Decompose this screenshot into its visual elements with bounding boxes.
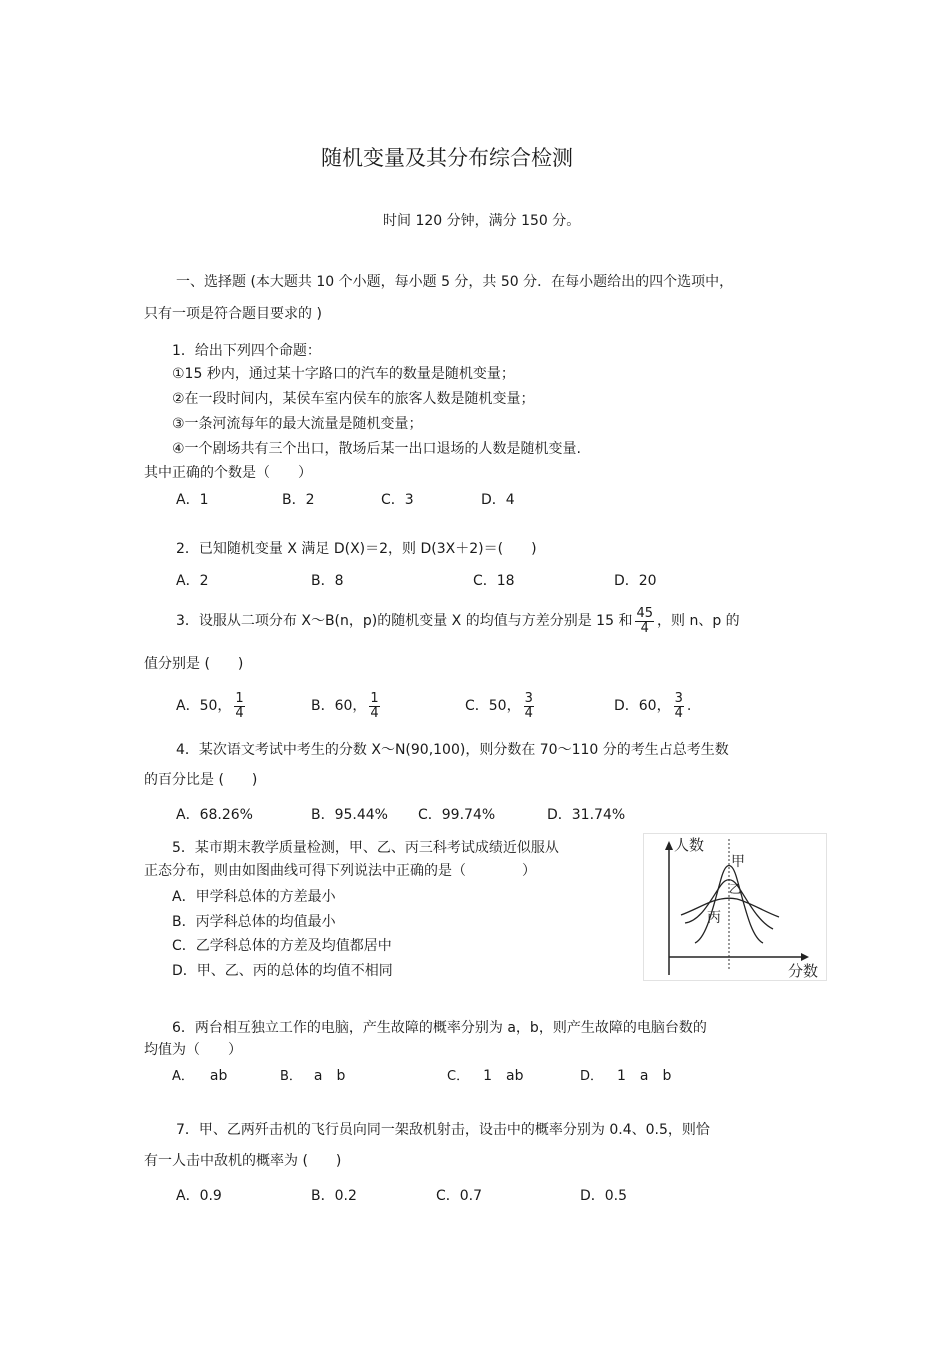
- q7-option-d: D．0.5: [580, 1188, 628, 1204]
- option-mark: D．: [580, 1069, 604, 1084]
- q5-stem-cont: 正态分布，则由如图曲线可得下列说法中正确的是（ ）: [144, 863, 536, 879]
- option-mark: C．: [447, 1069, 470, 1084]
- fraction-denominator: 4: [370, 705, 379, 721]
- q1-option-b: B．2: [282, 492, 315, 508]
- option-fraction: [524, 692, 534, 720]
- fraction-numerator: 45: [636, 605, 653, 621]
- fraction-numerator: 1: [235, 690, 244, 706]
- option-label: B．60，: [311, 698, 367, 714]
- curve-label-yi: 乙: [729, 882, 742, 896]
- option-fraction: [234, 692, 244, 720]
- option-fraction: [369, 692, 379, 720]
- q7-option-c: C．0.7: [436, 1188, 483, 1204]
- q7-stem-cont: 有一人击中敌机的概率为 ( ): [144, 1153, 342, 1169]
- curve-label-jia: 甲: [731, 854, 745, 870]
- q7-stem: 7．甲、乙两歼击机的飞行员向同一架敌机射击，设击中的概率分别为 0.4、0.5，则恰: [176, 1122, 710, 1138]
- fraction-numerator: 3: [674, 690, 683, 706]
- q1-option-d: D．4: [481, 492, 515, 508]
- option-label: C．50，: [465, 698, 521, 714]
- q6-stem: 6．两台相互独立工作的电脑，产生故障的概率分别为 a，b，则产生故障的电脑台数的: [172, 1020, 707, 1036]
- q5-option-c: C．乙学科总体的方差及均值都居中: [172, 938, 392, 954]
- q2-option-d: D．20: [614, 573, 657, 589]
- q1-option-c: C．3: [381, 492, 414, 508]
- q6-option-c: [447, 1065, 523, 1085]
- q4-stem-cont: 的百分比是 ( ): [144, 772, 258, 788]
- q1-item: ③一条河流每年的最大流量是随机变量；: [172, 416, 423, 432]
- option-text: a b: [313, 1068, 346, 1084]
- q3-stem-cont: 值分别是 ( ): [144, 656, 244, 672]
- q1-item: ②在一段时间内，某侯车室内侯车的旅客人数是随机变量；: [172, 391, 535, 407]
- option-tail: .: [686, 698, 692, 714]
- q5-option-a: A．甲学科总体的方差最小: [172, 889, 336, 905]
- exam-info: 时间 120 分钟，满分 150 分。: [383, 213, 581, 229]
- option-text: 1 ab: [483, 1068, 524, 1084]
- section-heading-cont: 只有一项是符合题目要求的 ): [144, 306, 322, 322]
- option-text: ab: [209, 1068, 228, 1084]
- q1-option-a: A．1: [176, 492, 209, 508]
- normal-curves-figure: [643, 833, 827, 981]
- x-axis-label: 分数: [788, 962, 819, 980]
- q4-option-c: C．99.74%: [418, 807, 496, 823]
- q5-stem: 5．某市期末教学质量检测，甲、乙、丙三科考试成绩近似服从: [172, 840, 559, 856]
- fraction-denominator: 4: [235, 705, 244, 721]
- section-heading: 一、选择题 (本大题共 10 个小题，每小题 5 分，共 50 分．在每小题给出的四个选项中，: [176, 274, 734, 290]
- q1-intro: 1．给出下列四个命题：: [172, 343, 321, 359]
- fraction-denominator: 4: [524, 705, 533, 721]
- fraction-denominator: 4: [674, 705, 683, 721]
- q1-question: 其中正确的个数是（ ）: [144, 465, 312, 481]
- curve-label-bing: 丙: [707, 910, 721, 926]
- q7-option-a: A．0.9: [176, 1188, 222, 1204]
- q3-stem-text: 3．设服从二项分布 X～B(n，p)的随机变量 X 的均值与方差分别是 15 和: [176, 613, 633, 629]
- q1-item: ①15 秒内，通过某十字路口的汽车的数量是随机变量；: [172, 366, 515, 382]
- q5-option-d: D．甲、乙、丙的总体的均值不相同: [172, 963, 393, 979]
- option-label: D．60，: [614, 698, 671, 714]
- q6-option-d: [580, 1065, 671, 1085]
- q6-option-a: [172, 1065, 227, 1084]
- q4-option-d: D．31.74%: [547, 807, 626, 823]
- q3-option-b: [311, 688, 383, 724]
- q3-fraction: [635, 607, 654, 635]
- q2-option-c: C．18: [473, 573, 515, 589]
- q4-option-b: B．95.44%: [311, 807, 388, 823]
- q4-option-a: A．68.26%: [176, 807, 253, 823]
- page-title: 随机变量及其分布综合检测: [321, 146, 573, 170]
- option-mark: A．: [172, 1069, 194, 1084]
- q6-stem-cont: 均值为（ ）: [144, 1042, 242, 1058]
- q3-option-d: [614, 688, 691, 724]
- y-axis-label: 人数: [674, 836, 705, 854]
- fraction-denominator: 4: [640, 620, 649, 636]
- q7-option-b: B．0.2: [311, 1188, 357, 1204]
- fraction-numerator: 1: [370, 690, 379, 706]
- q3-option-a: [176, 688, 248, 724]
- q3-stem: [176, 602, 740, 640]
- q2-option-a: A．2: [176, 573, 209, 589]
- q4-stem: 4．某次语文考试中考生的分数 X～N(90,100)，则分数在 70～110 分的考生占总考生数: [176, 742, 729, 758]
- q1-item: ④一个剧场共有三个出口，散场后某一出口退场的人数是随机变量.: [172, 441, 581, 457]
- option-mark: B．: [280, 1069, 302, 1084]
- q2-option-b: B．8: [311, 573, 344, 589]
- q3-stem-text: ，则 n、p 的: [657, 613, 740, 629]
- q6-option-b: [280, 1065, 345, 1085]
- option-fraction: [674, 692, 684, 720]
- option-text: 1 a b: [617, 1068, 672, 1084]
- q2-stem: 2．已知随机变量 X 满足 D(X)＝2，则 D(3X＋2)＝( ): [176, 541, 537, 557]
- q5-option-b: B．丙学科总体的均值最小: [172, 914, 336, 930]
- q3-option-c: [465, 688, 537, 724]
- option-label: A．50，: [176, 698, 232, 714]
- fraction-numerator: 3: [524, 690, 533, 706]
